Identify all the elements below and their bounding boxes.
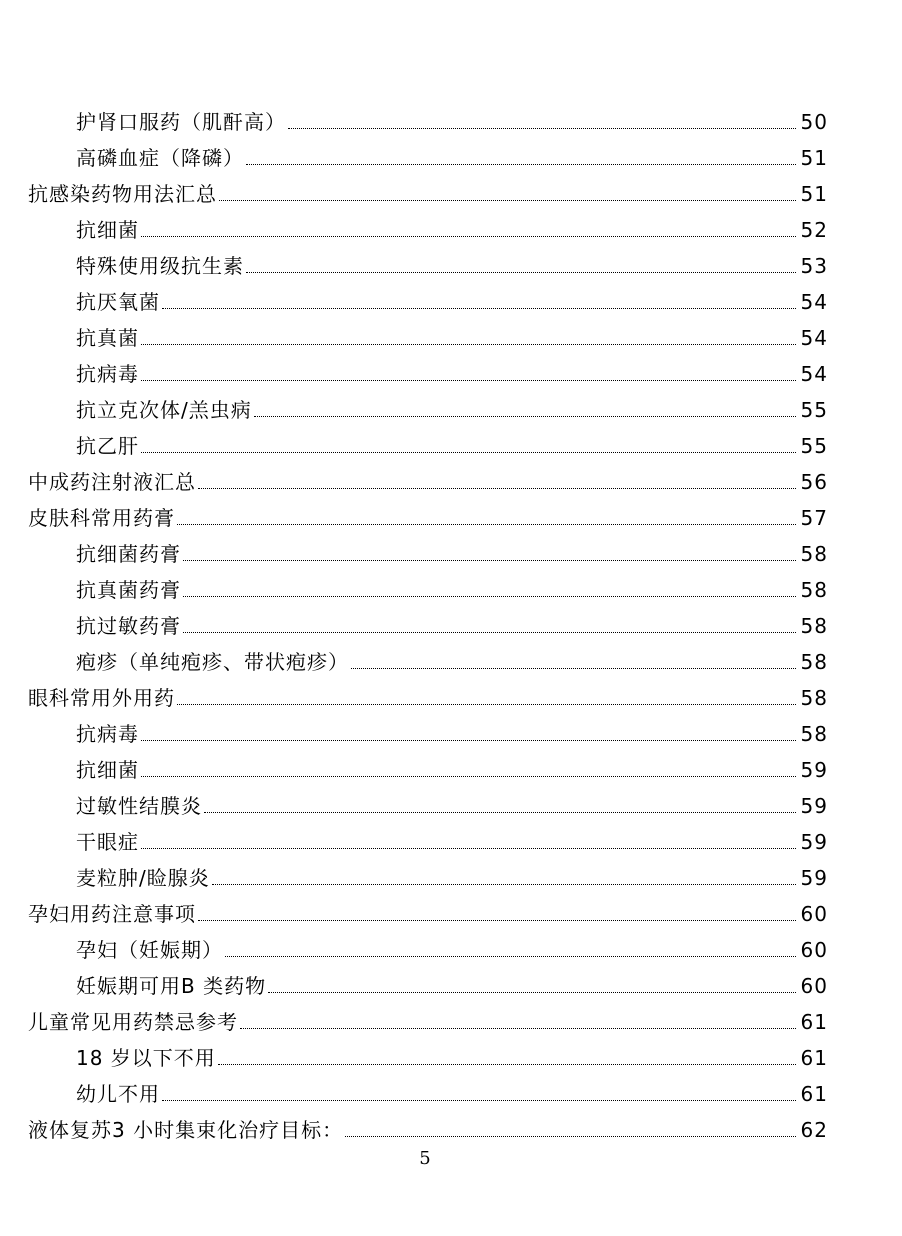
toc-entry-page: 58 — [800, 686, 828, 710]
toc-entry[interactable] — [28, 890, 828, 926]
toc-entry-page: 59 — [800, 866, 828, 890]
toc-leader-dots — [198, 487, 796, 489]
toc-leader-dots — [183, 559, 796, 561]
toc-entry-page: 58 — [800, 614, 828, 638]
toc-entry-title: 中成药注射液汇总 — [28, 470, 196, 494]
toc-entry-page: 55 — [800, 434, 828, 458]
toc-entry-page: 58 — [800, 722, 828, 746]
toc-entry-page: 57 — [800, 506, 828, 530]
toc-entry-page: 51 — [800, 182, 828, 206]
toc-entry-page: 58 — [800, 650, 828, 674]
toc-entry-page: 62 — [800, 1118, 828, 1142]
toc-entry-title: 18 岁以下不用 — [76, 1046, 216, 1070]
toc-entry-title: 儿童常见用药禁忌参考 — [28, 1010, 238, 1034]
toc-entry-title: 抗真菌 — [76, 326, 139, 350]
toc-leader-dots — [141, 379, 796, 381]
toc-leader-dots — [246, 163, 796, 165]
toc-entry[interactable] — [28, 242, 828, 278]
toc-leader-dots — [254, 415, 796, 417]
toc-entry-title: 抗细菌 — [76, 758, 139, 782]
toc-entry[interactable] — [28, 98, 828, 134]
toc-entry-title: 液体复苏3 小时集束化治疗目标： — [28, 1118, 344, 1142]
toc-entry[interactable] — [28, 998, 828, 1034]
toc-entry-page: 59 — [800, 830, 828, 854]
toc-entry-title: 抗细菌 — [76, 218, 139, 242]
toc-leader-dots — [177, 703, 796, 705]
toc-entry-page: 53 — [800, 254, 828, 278]
page-number: 5 — [419, 1148, 431, 1169]
toc-entry-page: 59 — [800, 758, 828, 782]
toc-entry-title: 疱疹（单纯疱疹、带状疱疹） — [76, 650, 349, 674]
toc-entry-title: 干眼症 — [76, 830, 139, 854]
toc-entry[interactable] — [28, 134, 828, 170]
toc-leader-dots — [141, 451, 796, 453]
toc-leader-dots — [225, 955, 796, 957]
toc-entry-title: 幼儿不用 — [76, 1082, 160, 1106]
toc-entry[interactable] — [28, 1106, 828, 1142]
toc-entry[interactable] — [28, 422, 828, 458]
table-of-contents — [28, 98, 828, 1142]
toc-entry[interactable] — [28, 746, 828, 782]
toc-entry[interactable] — [28, 206, 828, 242]
toc-entry[interactable] — [28, 710, 828, 746]
toc-entry-page: 61 — [800, 1046, 828, 1070]
toc-entry-page: 51 — [800, 146, 828, 170]
toc-entry-page: 54 — [800, 290, 828, 314]
toc-entry-page: 54 — [800, 326, 828, 350]
toc-entry-page: 56 — [800, 470, 828, 494]
toc-entry-title: 抗过敏药膏 — [76, 614, 181, 638]
toc-entry-title: 抗细菌药膏 — [76, 542, 181, 566]
toc-leader-dots — [219, 199, 796, 201]
toc-entry-title: 妊娠期可用B 类药物 — [76, 974, 267, 998]
toc-entry-page: 60 — [800, 902, 828, 926]
toc-leader-dots — [240, 1027, 796, 1029]
toc-leader-dots — [218, 1063, 796, 1065]
toc-leader-dots — [288, 127, 796, 129]
toc-entry[interactable] — [28, 350, 828, 386]
toc-entry-page: 59 — [800, 794, 828, 818]
toc-leader-dots — [198, 919, 796, 921]
toc-leader-dots — [162, 307, 796, 309]
toc-entry-page: 60 — [800, 974, 828, 998]
toc-entry[interactable] — [28, 674, 828, 710]
toc-entry-page: 60 — [800, 938, 828, 962]
toc-leader-dots — [204, 811, 796, 813]
toc-entry-page: 50 — [800, 110, 828, 134]
toc-entry-title: 抗真菌药膏 — [76, 578, 181, 602]
toc-entry-title: 抗立克次体/羔虫病 — [76, 398, 252, 422]
toc-entry-page: 55 — [800, 398, 828, 422]
toc-entry[interactable] — [28, 314, 828, 350]
toc-leader-dots — [268, 991, 796, 993]
toc-entry-title: 抗厌氧菌 — [76, 290, 160, 314]
toc-entry-title: 孕妇（妊娠期） — [76, 938, 223, 962]
toc-entry[interactable] — [28, 602, 828, 638]
toc-entry[interactable] — [28, 494, 828, 530]
toc-leader-dots — [345, 1135, 796, 1137]
toc-entry-title: 孕妇用药注意事项 — [28, 902, 196, 926]
toc-leader-dots — [351, 667, 796, 669]
toc-entry-title: 皮肤科常用药膏 — [28, 506, 175, 530]
toc-entry[interactable] — [28, 170, 828, 206]
toc-leader-dots — [141, 235, 796, 237]
toc-entry[interactable] — [28, 530, 828, 566]
toc-entry[interactable] — [28, 566, 828, 602]
toc-entry[interactable] — [28, 278, 828, 314]
toc-entry-page: 61 — [800, 1082, 828, 1106]
toc-entry[interactable] — [28, 818, 828, 854]
toc-entry-title: 高磷血症（降磷） — [76, 146, 244, 170]
toc-leader-dots — [183, 595, 796, 597]
toc-entry-page: 61 — [800, 1010, 828, 1034]
toc-leader-dots — [246, 271, 796, 273]
toc-entry-title: 抗感染药物用法汇总 — [28, 182, 217, 206]
toc-entry[interactable] — [28, 926, 828, 962]
toc-entry-title: 特殊使用级抗生素 — [76, 254, 244, 278]
toc-entry[interactable] — [28, 962, 828, 998]
toc-entry-title: 护肾口服药（肌酐高） — [76, 110, 286, 134]
toc-entry-page: 58 — [800, 542, 828, 566]
toc-entry[interactable] — [28, 1070, 828, 1106]
toc-entry-title: 抗乙肝 — [76, 434, 139, 458]
toc-leader-dots — [141, 847, 796, 849]
toc-leader-dots — [141, 775, 796, 777]
toc-entry[interactable] — [28, 1034, 828, 1070]
toc-entry-page: 54 — [800, 362, 828, 386]
toc-leader-dots — [177, 523, 796, 525]
toc-entry[interactable] — [28, 638, 828, 674]
toc-entry[interactable] — [28, 854, 828, 890]
toc-entry-title: 过敏性结膜炎 — [76, 794, 202, 818]
toc-entry-title: 眼科常用外用药 — [28, 686, 175, 710]
toc-leader-dots — [141, 343, 796, 345]
toc-leader-dots — [141, 739, 796, 741]
toc-entry-title: 抗病毒 — [76, 362, 139, 386]
toc-entry-title: 抗病毒 — [76, 722, 139, 746]
toc-entry[interactable] — [28, 458, 828, 494]
toc-entry[interactable] — [28, 782, 828, 818]
toc-entry-page: 58 — [800, 578, 828, 602]
toc-leader-dots — [162, 1099, 796, 1101]
toc-entry-title: 麦粒肿/睑腺炎 — [76, 866, 210, 890]
toc-entry[interactable] — [28, 386, 828, 422]
toc-leader-dots — [183, 631, 796, 633]
toc-leader-dots — [212, 883, 796, 885]
toc-entry-page: 52 — [800, 218, 828, 242]
